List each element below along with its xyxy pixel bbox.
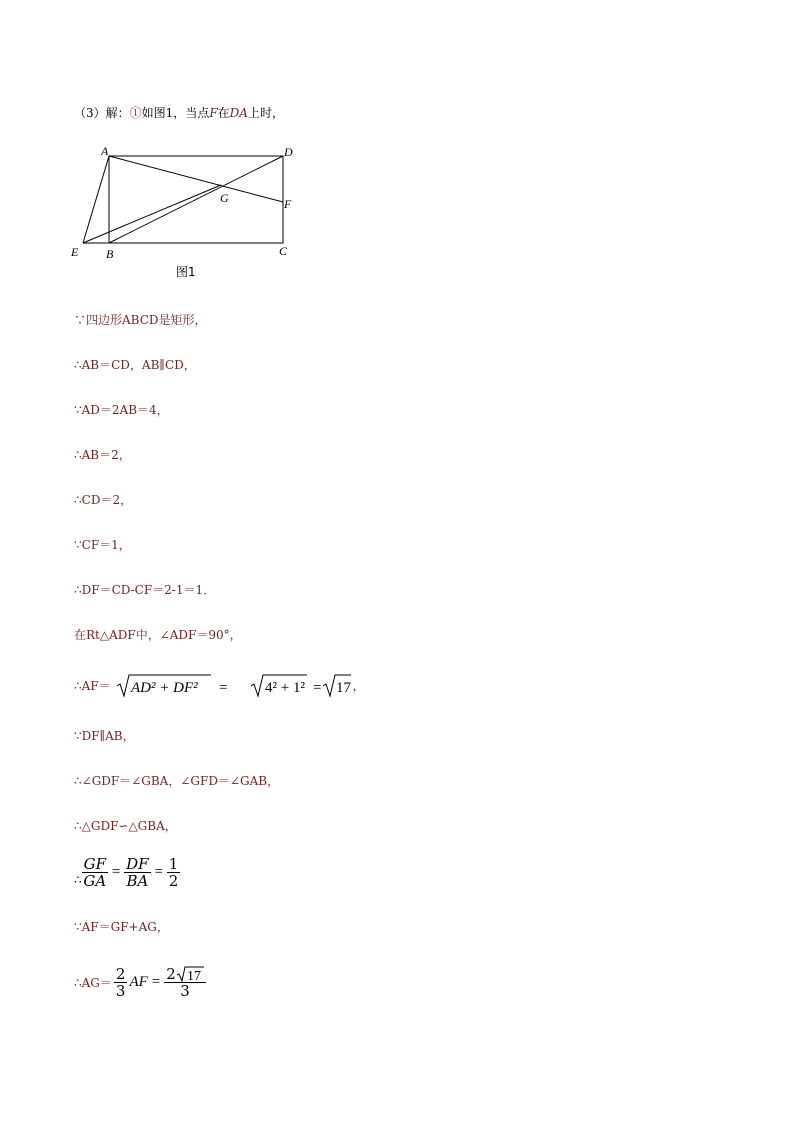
label-g: G <box>220 191 229 205</box>
coef-2: 2 <box>166 965 176 983</box>
label-b: B <box>106 247 114 261</box>
line-8: 在Rt△ADF中，∠ADF＝90°， <box>74 628 242 642</box>
line-2: ∴AB＝CD，AB∥CD， <box>74 358 196 372</box>
line-9-suffix: ， <box>352 678 365 693</box>
line-4: ∴AB＝2， <box>74 448 131 462</box>
equals-2: = <box>312 680 322 696</box>
heading-text-2: ，当点 <box>173 106 210 120</box>
label-e: E <box>71 245 79 259</box>
line-1: ∵四边形ABCD是矩形， <box>74 313 207 327</box>
solution-heading <box>74 104 284 121</box>
line-6: ∵CF＝1， <box>74 538 131 552</box>
heading-point-f: F <box>209 106 218 120</box>
line-13-ratio <box>74 856 180 889</box>
segment-bd <box>109 156 283 243</box>
radicand-3: 17 <box>335 680 351 696</box>
num-df: DF <box>126 855 149 873</box>
equals-5: = <box>151 974 161 990</box>
label-a: A <box>101 144 109 158</box>
heading-text-1: 如图 <box>141 106 166 120</box>
sqrt17-symbol <box>176 966 204 982</box>
equals-1: = <box>218 680 228 696</box>
den-ba: BA <box>126 872 149 890</box>
af-term: AF <box>129 974 148 990</box>
fraction-2sqrt17-3 <box>164 966 206 999</box>
sqrt-expression <box>115 672 351 698</box>
heading-text-4: 上时， <box>247 106 284 120</box>
fraction-gf-ga <box>82 856 108 889</box>
segment-eg <box>83 185 221 243</box>
equals-3: = <box>111 864 122 880</box>
line-9-af-equation <box>74 672 365 698</box>
line-15-ag <box>74 966 206 999</box>
fraction-df-ba <box>124 856 150 889</box>
num-2sqrt17 <box>164 966 206 983</box>
equals-4: = <box>153 864 164 880</box>
num-1: 1 <box>168 855 179 873</box>
radicand-2: 4² + 1² <box>264 680 305 696</box>
den-3: 3 <box>115 982 126 1000</box>
line-9-prefix: ∴AF＝ <box>74 678 111 693</box>
radicand-1: AD² + DF² <box>130 680 198 696</box>
fraction-1-2 <box>167 856 181 889</box>
label-c: C <box>279 244 288 258</box>
line-5: ∴CD＝2， <box>74 493 133 507</box>
line-12: ∴△GDF∽△GBA， <box>74 819 177 833</box>
heading-prefix: （3）解： <box>74 106 130 120</box>
fraction-2-3 <box>114 966 128 999</box>
line-15-prefix: ∴AG＝ <box>74 976 112 990</box>
label-f: F <box>284 197 292 211</box>
heading-text-3: 在 <box>217 106 230 120</box>
figure-caption: 图1 <box>176 265 196 279</box>
segment-ae <box>83 156 109 243</box>
circled-number: ① <box>129 106 142 120</box>
den-ga: GA <box>83 872 107 890</box>
line-10: ∵DF∥AB， <box>74 729 135 743</box>
radicand-17: 17 <box>186 969 201 982</box>
den-3b: 3 <box>180 982 190 1000</box>
line-13-prefix: ∴ <box>74 872 82 887</box>
line-14: ∵AF＝GF+AG， <box>74 920 169 934</box>
line-7: ∴DF＝CD-CF＝2-1＝1． <box>74 583 216 597</box>
heading-fig-number: 1 <box>165 106 174 120</box>
geometry-figure-1 <box>66 140 306 282</box>
num-2: 2 <box>115 965 126 983</box>
num-gf: GF <box>83 855 107 873</box>
heading-segment-da: DA <box>229 106 248 120</box>
line-3: ∵AD＝2AB＝4， <box>74 403 169 417</box>
line-11: ∴∠GDF＝∠GBA，∠GFD＝∠GAB， <box>74 774 280 788</box>
label-d: D <box>284 145 293 159</box>
den-2: 2 <box>168 872 179 890</box>
